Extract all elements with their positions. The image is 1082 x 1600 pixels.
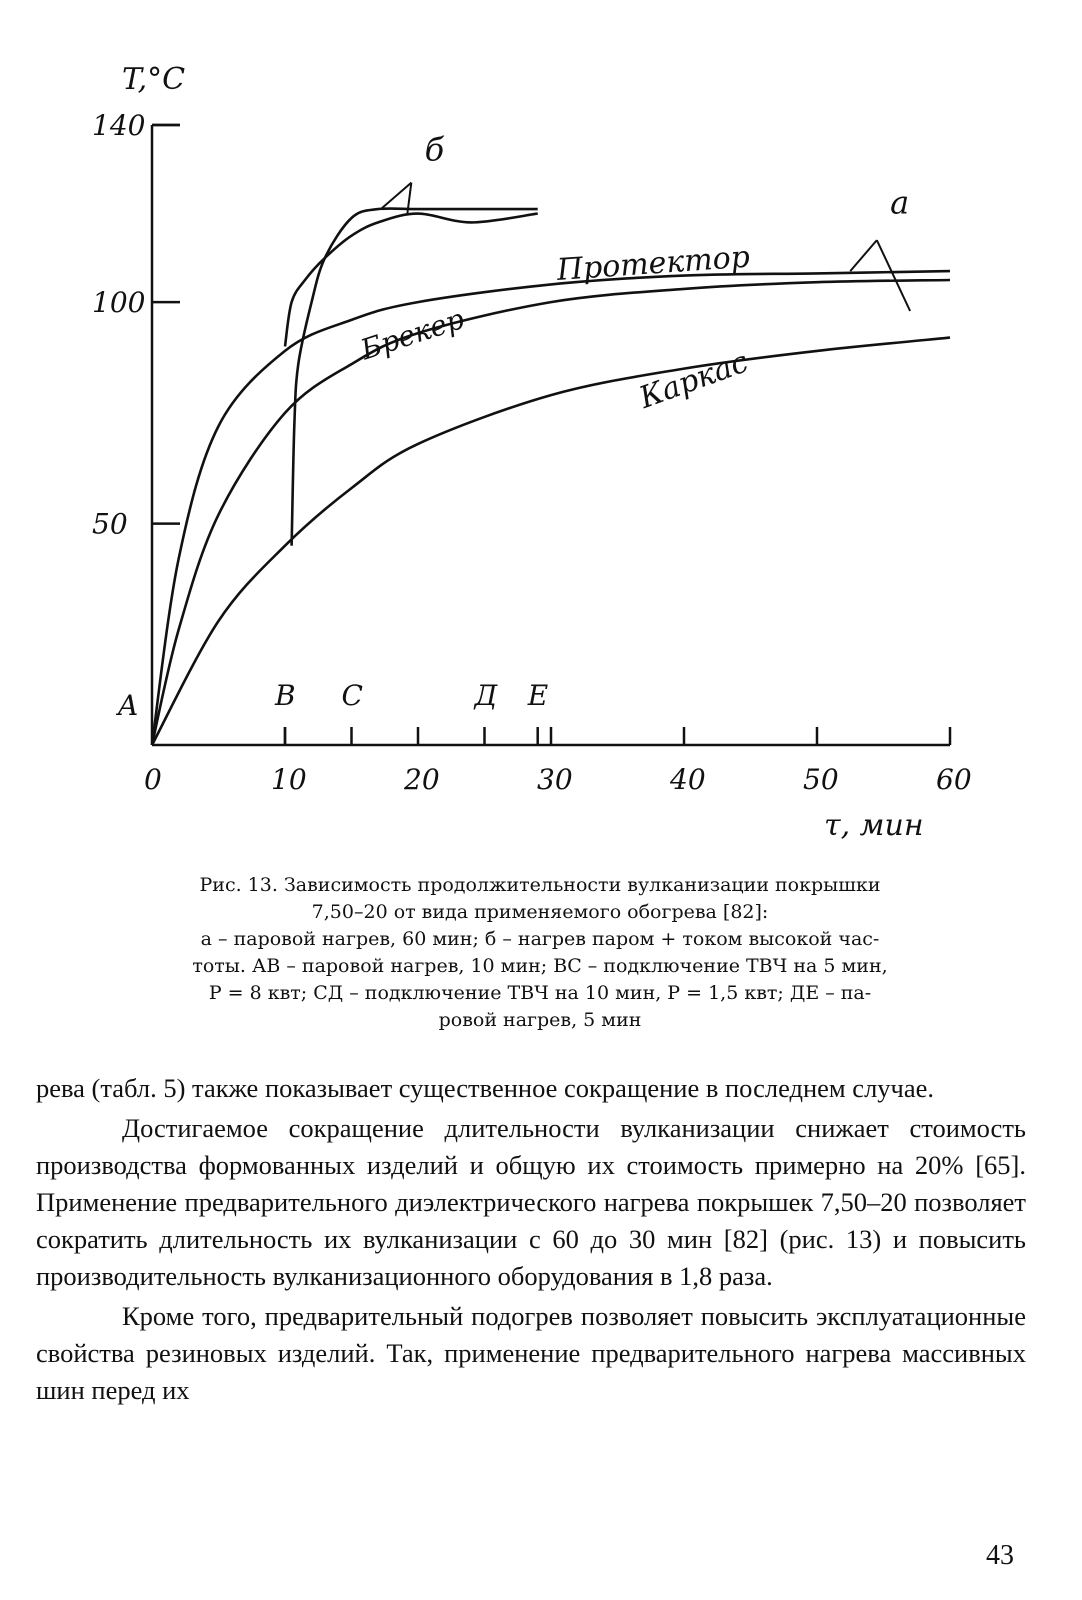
x-tick-label: 20: [404, 763, 440, 796]
annotation-a-leader: [877, 240, 910, 311]
paragraph: Кроме того, предварительный подогрев позволяет повысить эксплуатационные свойства резиновых изделий. Так, применение предварительного нагрева массивных шин перед их: [36, 1301, 1026, 1405]
chart-curves: [152, 208, 950, 745]
x-tick-label: 10: [271, 763, 307, 796]
time-point-label: Д: [474, 679, 498, 712]
series-line-Протектор: [152, 271, 950, 745]
time-point-label: B: [275, 679, 296, 712]
y-tick-label: 140: [92, 109, 146, 142]
x-tick-label: 30: [537, 763, 573, 796]
caption-line: а – паровой нагрев, 60 мин; б – нагрев паром + током высокой час-: [200, 928, 880, 950]
paragraph: рева (табл. 5) также показывает существенное сокращение в последнем случае.: [36, 1073, 935, 1103]
origin-label: A: [118, 689, 139, 722]
caption-line: ровой нагрев, 5 мин: [438, 1009, 642, 1031]
x-axis-title: τ, мин: [824, 808, 924, 843]
time-point-label: E: [527, 679, 549, 712]
caption-line: 7,50–20 от вида применяемого обогрева [82]:: [311, 901, 769, 923]
chart-axes: [152, 125, 950, 745]
annotation-a: a: [890, 183, 910, 222]
body-text: [36, 1070, 1026, 1409]
annotation-a-leader: [850, 240, 877, 271]
x-tick-label: 60: [936, 763, 972, 796]
annotation-karkas: Каркас: [634, 344, 753, 416]
annotation-b-leader: [381, 183, 412, 210]
annotation-protektor: Протектор: [555, 239, 752, 288]
figure-caption: [100, 872, 980, 1034]
y-tick-label: 100: [92, 286, 146, 320]
time-point-label: C: [341, 679, 363, 712]
y-axis-title: T,°C: [122, 62, 186, 97]
y-tick-label: 50: [92, 507, 128, 541]
chart-labels: [92, 62, 972, 843]
x-tick-label: 50: [803, 763, 839, 796]
annotation-b: б: [424, 130, 445, 169]
series-line-Каркас: [152, 338, 950, 745]
page-number: 43: [986, 1540, 1014, 1571]
caption-line: Р = 8 квт; СД – подключение ТВЧ на 10 мин, Р = 1,5 квт; ДЕ – па-: [208, 982, 872, 1004]
annotation-breker: Брекер: [356, 302, 469, 367]
x-tick-label: 0: [144, 763, 162, 796]
caption-line: Рис. 13. Зависимость продолжительности вулканизации покрышки: [199, 874, 881, 896]
paragraph: Достигаемое сокращение длительности вулканизации снижает стоимость производства формованных изделий и общую их стоимость примерно на 20% [65]. Применение предварительного диэлектрического нагрева покрышек 7,50–20 позволяет сократить длительность их вулканизации с 60 до 30 мин [82] (рис. 13) и повысить производительность вулканизационного оборудования в 1,8 раза.: [36, 1113, 1026, 1291]
caption-line: тоты. АВ – паровой нагрев, 10 мин; ВС – подключение ТВЧ на 5 мин,: [192, 955, 888, 977]
x-tick-label: 40: [670, 763, 706, 796]
